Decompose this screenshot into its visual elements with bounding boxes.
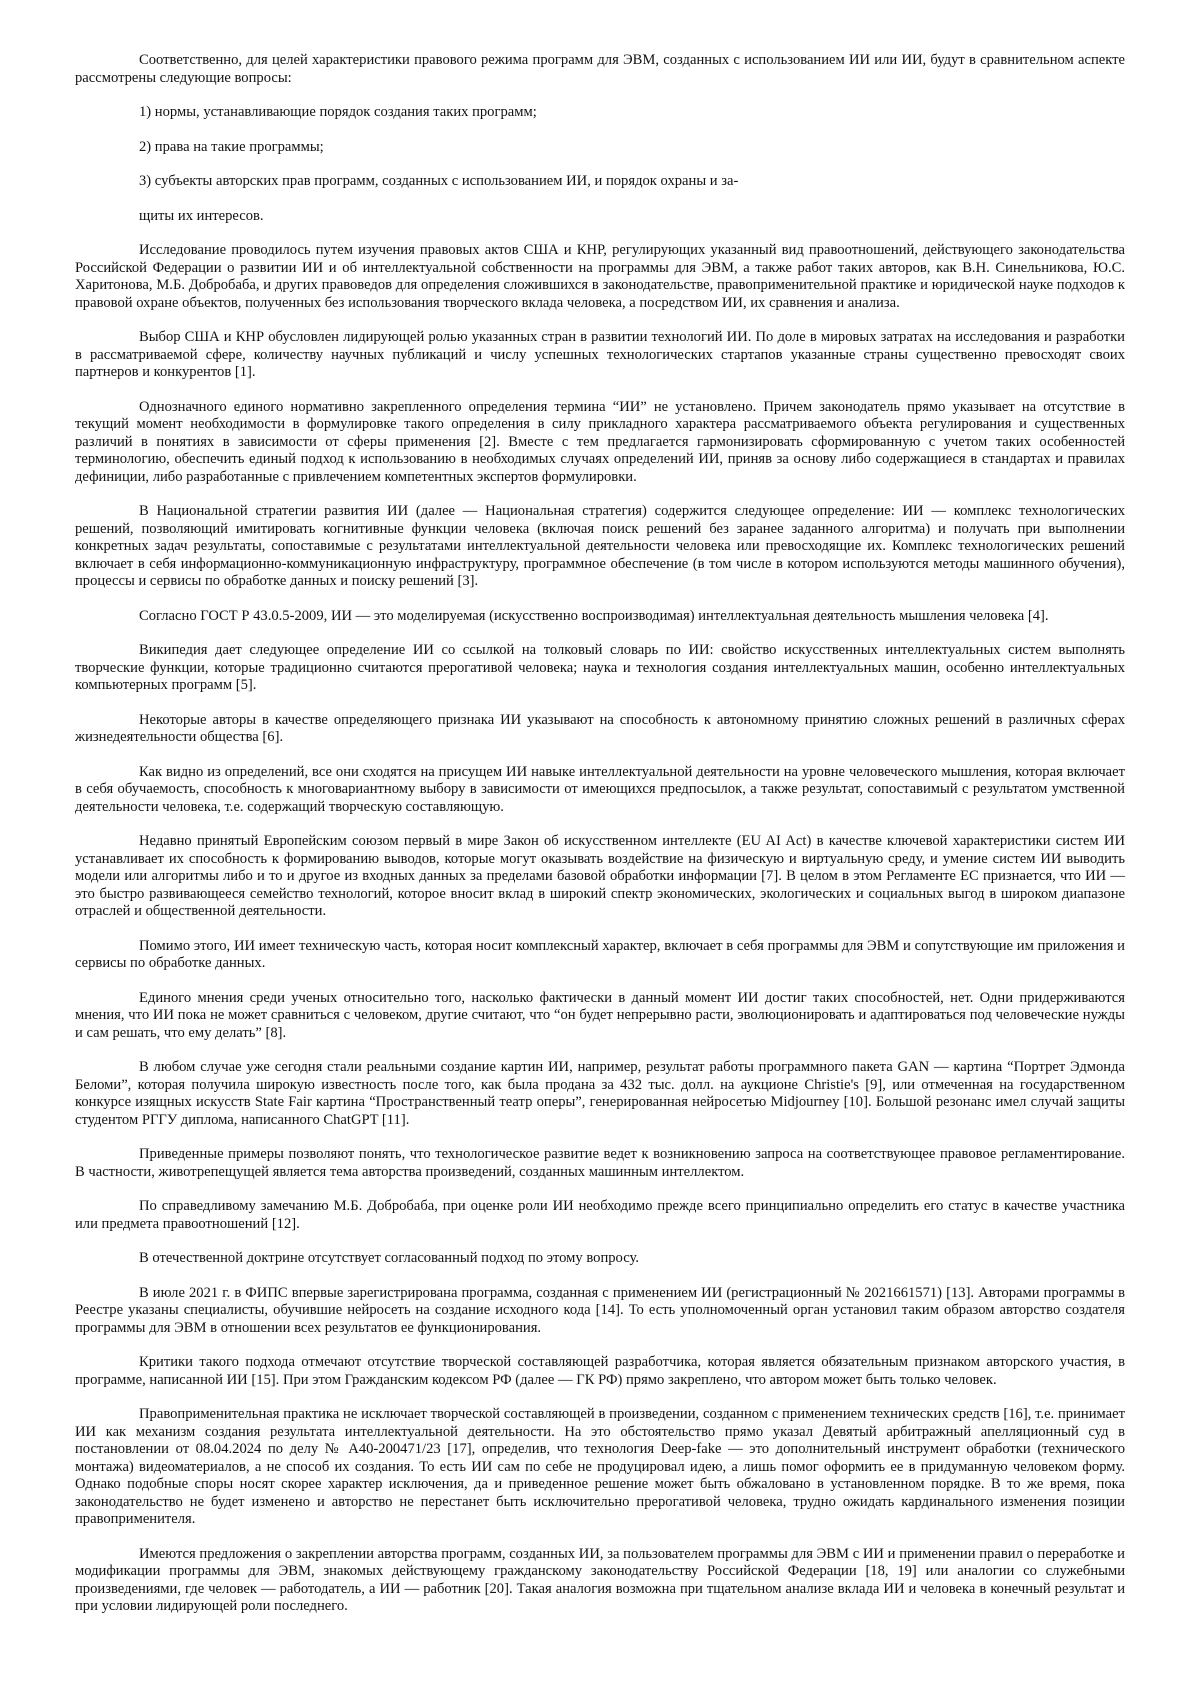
list-item-subjects-continued: щиты их интересов. — [139, 207, 264, 224]
paragraph-autonomy: Некоторые авторы в качестве определяющего признака ИИ указывают на способность к автономному принятию сложных решений в различных сферах жизнедеятельности общества [6]. — [75, 711, 1125, 745]
paragraph-research-method: Исследование проводилось путем изучения правовых актов США и КНР, регулирующих указанный вид правоотношений, действующего законодательства Российской Федерации о развитии ИИ и об интеллектуальной собственности на программы для ЭВМ, а также работ таких авторов, как В.Н. Синельникова, Ю.С. Харитонова, М.Б. Добробаба, и других правоведов для определения сложившихся в законодательстве, правоприменительной практике и юридической науке подходов к правовой охране объектов, полученных без использования творческого вклада человека, а посредством ИИ, их сравнения и анализа. — [75, 242, 1125, 311]
paragraph-intro: Соответственно, для целей характеристики правового режима программ для ЭВМ, созданных с использованием ИИ или ИИ, будут в сравнительном аспекте рассмотрены следующие вопросы: — [75, 52, 1125, 86]
paragraph-dobrobaba: По справедливому замечанию М.Б. Добробаба, при оценке роли ИИ необходимо прежде всего принципиально определить его статус в качестве участника или предмета правоотношений [12]. — [75, 1198, 1125, 1232]
paragraph-wikipedia: Википедия дает следующее определение ИИ со ссылкой на толковый словарь по ИИ: свойство искусственных интеллектуальных систем выполнять творческие функции, которые традиционно считаются прерогативой человека; наука и технология создания интеллектуальных машин, особенно интеллектуальных компьютерных программ [5]. — [75, 642, 1125, 693]
paragraph-fips-registration: В июле 2021 г. в ФИПС впервые зарегистрирована программа, созданная с применением ИИ (регистрационный № 2021661571) [13]. Авторами программы в Реестре указаны специалисты, обучившие нейросеть на создание исходного кода [14]. То есть уполномоченный орган установил таким образом авторство создателя программы для ЭВМ в отношении всех результатов ее функционирования. — [75, 1284, 1125, 1336]
list-item-subjects: 3) субъекты авторских прав программ, созданных с использованием ИИ, и порядок охраны и за- — [139, 173, 739, 189]
paragraph-country-choice: Выбор США и КНР обусловлен лидирующей ролью указанных стран в развитии технологий ИИ. По доле в мировых затратах на исследования и разработки в рассматриваемой сфере, количеству научных публикаций и числу успешных технологических стартапов указанные страны существенно превосходят своих партнеров и конкурентов [1]. — [75, 329, 1125, 380]
paragraph-gost: Согласно ГОСТ Р 43.0.5-2009, ИИ — это моделируемая (искусственно воспроизводимая) интеллектуальная деятельность мышления человека [4]. — [139, 607, 1049, 624]
paragraph-ai-art-examples: В любом случае уже сегодня стали реальными создание картин ИИ, например, результат работы программного пакета GAN — картина “Портрет Эдмонда Беломи”, которая получила широкую известность после того, как была продана за 432 тыс. долл. на аукционе Christie's [9], или отмеченная на государственном конкурсе изящных искусств State Fair картина “Пространственный театр оперы”, генерированная нейросетью Midjourney [10]. Большой резонанс имел случай защиты студентом РГГУ диплома, написанного ChatGPT [11]. — [75, 1059, 1125, 1128]
paragraph-doctrine: В отечественной доктрине отсутствует согласованный подход по этому вопросу. — [139, 1250, 639, 1266]
paragraph-technical-part: Помимо этого, ИИ имеет техническую часть, которая носит комплексный характер, включает в себя программы для ЭВМ и сопутствующие им приложения и сервисы по обработке данных. — [75, 937, 1125, 971]
list-item-rights: 2) права на такие программы; — [139, 138, 324, 155]
paragraph-definitions-summary: Как видно из определений, все они сходятся на присущем ИИ навыке интеллектуальной деятельности на уровне человеческого мышления, которая включает в себя обучаемость, способность к многовариантному выбору в зависимости от имеющихся предпосылок, а также результат, сопоставимый с результатом умственной деятельности человека, т.е. содержащий творческую составляющую. — [75, 763, 1125, 815]
paragraph-national-strategy: В Национальной стратегии развития ИИ (далее — Национальная стратегия) содержится следующее определение: ИИ — комплекс технологических решений, позволяющий имитировать когнитивные функции человека (включая поиск решений без заранее заданного алгоритма) и получать при выполнении конкретных задач результаты, сопоставимые с результатами интеллектуальной деятельности человека или превосходящие их. Комплекс технологических решений включает в себя информационно-коммуникационную инфраструктуру, программное обеспечение (в том числе в котором используются методы машинного обучения), процессы и сервисы по обработке данных и поиску решений [3]. — [75, 503, 1125, 589]
paragraph-court-practice: Правоприменительная практика не исключает творческой составляющей в произведении, созданном с применением технических средств [16], т.е. принимает ИИ как механизм создания результата интеллектуальной деятельности. На это обстоятельство прямо указал Девятый арбитражный апелляционный суд в постановлении от 08.04.2024 по делу № А40-200471/23 [17], определив, что технология Deep-fake — это дополнительный инструмент обработки (технического монтажа) видеоматериалов, а не способ их создания. То есть ИИ сам по себе не продуцировал идею, а лишь помог оформить ее в придуманную человеком форму. Однако подобные споры носят скорее характер исключения, да и приведенное решение может быть обжаловано в установленном порядке. В то же время, пока законодательство не будет изменено и авторство не перестанет быть исключительно прерогативой человека, трудно ожидать кардинального изменения позиции правоприменителя. — [75, 1406, 1125, 1527]
paragraph-eu-ai-act: Недавно принятый Европейским союзом первый в мире Закон об искусственном интеллекте (EU AI Act) в качестве ключевой характеристики систем ИИ устанавливает их способность к формированию выводов, которые могут оказывать воздействие на физическую и виртуальную среду, и умение систем ИИ выводить модели или алгоритмы либо и то и другое из входных данных за пределами базовой обработки информации [7]. В целом в этом Регламенте ЕС признается, что ИИ — это быстро развивающееся семейство технологий, которое вносит вклад в широкий спектр экономических, экологических и социальных выгод в широком диапазоне отраслей и общественной деятельности. — [75, 833, 1125, 919]
list-item-norms: 1) нормы, устанавливающие порядок создания таких программ; — [139, 104, 537, 120]
paragraph-authorship-proposals: Имеются предложения о закреплении авторства программ, созданных ИИ, за пользователем программы для ЭВМ с ИИ и применении правил о переработке и модификации программы для ЭВМ, знакомых действующему гражданскому законодательству Российской Федерации [18, 19] или аналогии со служебными произведениями, где человек — работодатель, а ИИ — работник [20]. Такая аналогия возможна при тщательном анализе вклада ИИ и человека в конечный результат и при условии лидирующей роли последнего. — [75, 1545, 1125, 1614]
paragraph-scholar-opinions: Единого мнения среди ученых относительно того, насколько фактически в данный момент ИИ достиг таких способностей, нет. Одни придерживаются мнения, что ИИ пока не может сравниться с человеком, другие считают, что “он будет непрерывно расти, эволюционировать и адаптироваться под человеческие нужды и сам решать, что ему делать” [8]. — [75, 989, 1125, 1041]
paragraph-definition-absence: Однозначного единого нормативно закрепленного определения термина “ИИ” не установлено. Причем законодатель прямо указывает на отсутствие в текущий момент необходимости в формулировке такого определения в силу прикладного характера рассматриваемого объекта регулирования и существенных различий в понятиях в зависимости от сферы применения [2]. Вместе с тем предлагается гармонизировать сформированную с учетом таких особенностей терминологию, обеспечить единый подход к использованию в необходимых случаях определений ИИ, приняв за основу либо содержащиеся в стандартах и правилах дефиниции, либо разработанные с привлечением компетентных экспертов формулировки. — [75, 398, 1125, 485]
paragraph-regulation-need: Приведенные примеры позволяют понять, что технологическое развитие ведет к возникновению запроса на соответствующее правовое регламентирование. В частности, животрепещущей является тема авторства произведений, созданных машинным интеллектом. — [75, 1146, 1125, 1180]
paragraph-critics: Критики такого подхода отмечают отсутствие творческой составляющей разработчика, которая является обязательным признаком авторского участия, в программе, написанной ИИ [15]. При этом Гражданским кодексом РФ (далее — ГК РФ) прямо закреплено, что автором может быть только человек. — [75, 1354, 1125, 1388]
